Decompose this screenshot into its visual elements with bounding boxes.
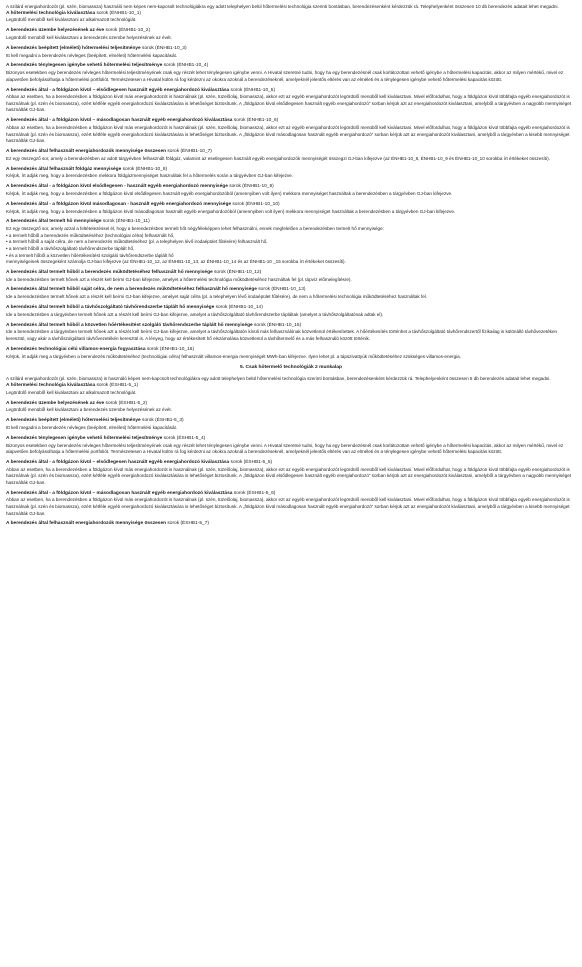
item-enhb-9	[6, 184, 576, 197]
item-code: sorok (ÉSHB1-5_5)	[229, 459, 273, 465]
item-title: A berendezés által termelt hőből a közvetlen hőértékesítést szolgáló távhőrendszerbe táplált hő mennyisége	[6, 322, 253, 328]
item-title: A berendezés által - a földgázon kívül – elsődlegesen használt egyéb energiahordozó kiválasztása	[6, 459, 230, 465]
item-enhb-15	[6, 323, 576, 343]
item-code: sorok (ÉNHB1-10_7)	[166, 149, 212, 155]
item-eshb-1	[6, 383, 576, 396]
item-enhb-2	[6, 28, 576, 41]
item-body: Abban az esetben, ha a berendezésben a földgázon kívül más energiahordozót is használnak (pl. szén, tüzelőolaj, biomassza), akkor ezt az egyéb energiahordozót legördülő menüből kell kiválasztani. Mivel előfordulhat, hogy a földgázon kívül többfajta egyéb energiahordozót is használnak (pl. szén és biomassza), ezért kétféle egyéb energiahordozó kiválasztására is lehetőséget biztosítunk. A „földgázon kívül elsődlegesen használt egyéb energiahordozó” sorban kérjük azt az energiahordozót kiválasztani, amelyből a tárgyévben a nagyobb mennyiséget használták GJ-ban.	[6, 466, 572, 485]
item-code: sorok (ÉSHB1-5_7)	[166, 521, 209, 527]
item-body: Itt kell megadni a berendezés névleges (beépített, elméleti) hőtermelési kapacitását.	[6, 52, 178, 58]
item-title: A berendezés által termelt hő mennyisége	[6, 219, 102, 225]
item-enhb-7	[6, 149, 576, 162]
item-body: Abban az esetben, ha a berendezésben a földgázon kívül más energiahordozót is használnak (pl. szén, tüzelőolaj, biomassza), akkor ezt az egyéb energiahordozót legördülő menüből kell kiválasztani. Mivel előfordulhat, hogy a földgázon kívül többfajta egyéb energiahordozót is használnak (pl. szén és biomassza), ezért kétféle egyéb energiahordozó kiválasztására is lehetőséget biztosítunk. A „földgázon kívül másodlagosan használt egyéb energiahordozó” sorban kérjük azt az energiahordozót kiválasztani, amelyből a tárgyévben a kisebb mennyiséget használták GJ-ban.	[6, 497, 570, 516]
item-body: Ez egy összegző sor, amely azzal a feltételezéssel él, hogy a berendezésben termelt hőt négyféleképpen lehet felhasználni, ennek megfelelően a berendezésben termelt hő mennyisége:	[6, 226, 384, 232]
item-title: A berendezés ténylegesen igénybe vehető hőtermelési teljesítménye	[6, 435, 163, 441]
item-enhb-3	[6, 46, 576, 59]
item-body: Kérjük, írt adják meg, hogy a berendezésben a földgázon kívül másodlagosan használt egyéb energiahordozóból (amennyiben volt ilyen) mekkora mennyiséget használtak a berendezésben a tárgyévben GJ-ban kifejezve.	[6, 208, 456, 214]
item-enhb-16	[6, 347, 576, 360]
item-enhb-11	[6, 219, 576, 265]
item-eshb-6	[6, 491, 576, 518]
item-eshb-5	[6, 460, 576, 487]
item-title: A berendezés ténylegesen igénybe vehető hőtermelési teljesítménye	[6, 63, 163, 69]
item-body: Ide a berendezésben termelt hőnek azt a részét kell beírni GJ-ban kifejezve, amelyet saját célra (pl. a telephelyen lévő irodaépület fűtésére), de nem a hőtermelési technológia működtetéséhez használtak fel.	[6, 294, 428, 300]
item-enhb-4	[6, 63, 576, 83]
item-code: sorok (ÉSHB1-5_6)	[232, 490, 276, 496]
item-eshb-2	[6, 401, 576, 414]
item-body: Bizonyos esetekben egy berendezés névleges hőtermelési teljesítményének csak egy részét lehet ténylegesen igénybe venni. A Hivatal szeretné tudni, hogy ha egy berendezésnél csak korlátozottan vehető igénybe a hőtermelési kapacitás, akkor az milyen mértékű, mivel ez alapvetően befolyásolhatja a hőtermelési portfoliót. Természetesen a Hivatal külön rá fog kérdezni az okokra azoknál a berendezéseknél, amelyeknél jelentős eltérés van az elméleti és a ténylegesen igénybe vehető hőtermelési kapacitás között.	[6, 70, 564, 82]
item-code: sorok (ÉNHB1-10_9)	[227, 184, 274, 190]
item-title: A berendezés üzembe helyezésének az éve	[6, 28, 105, 34]
item-body: Ez egy összegző sor, amely a berendezésben az adott tárgyévben felhasznált földgáz, valamint az esetlegesen használt egyéb energiahordozók mennyiségét összegzi GJ-ban kifejezve (az ÉNHB1-10_8, ÉNHB1-10_9 és ÉNHB1-10_10 sorokba írt értékeket összesíti).	[6, 155, 550, 161]
item-title: A berendezés által felhasznált energiahordozók mennyisége összesen	[6, 149, 167, 155]
item-enhb-13	[6, 287, 576, 300]
item-code: sorok (ÉSHB1-5_1)	[95, 382, 139, 388]
item-title: A berendezés által felhasznált energiahordozók mennyisége összesen	[6, 521, 167, 527]
item-title: A berendezés technológiai célú villamos-energia fogyasztása	[6, 346, 146, 352]
item-body: Abban az esetben, ha a berendezésben a földgázon kívül más energiahordozót is használnak (pl. szén, tüzelőolaj, biomassza), akkor ezt az egyéb energiahordozót legördülő menüből kell kiválasztani. Mivel előfordulhat, hogy a földgázon kívül többfajta egyéb energiahordozót is használnak (pl. szén és biomassza), ezért kétféle egyéb energiahordozó kiválasztására is lehetőséget biztosítunk. A „földgázon kívül elsődlegesen használt egyéb energiahordozó” sorban kérjük azt az energiahordozót kiválasztani, amelyből a tárgyévben a nagyobb mennyiséget használták GJ-ban.	[6, 94, 572, 113]
item-code: sorok (ÉNHB1-10_6)	[232, 118, 279, 124]
item-enhb-6	[6, 118, 576, 145]
item-code: sorok (ÉSHB1-5_4)	[162, 435, 206, 441]
item-title: A berendezés által termelt hőből a berendezés működtetéséhez felhasznált hő mennyisége	[6, 269, 213, 275]
list-item: • a termelt hőből a saját célra, de nem a berendezés működtetéséhez (pl. a telephelyen lévő irodaépület fűtésére) felhasznált hő,	[6, 239, 268, 245]
item-code: sorok (ÉNHB1-10_4)	[162, 63, 209, 69]
item-title: A berendezés által - a földgázon kívül – másodlagosan használt egyéb energiahordozó kiválasztása	[6, 490, 233, 496]
item-body: Ide a berendezésben a tárgyévben termelt hőnek azt a részét kell beírni GJ-ban kifejezve, amelyet a távhőszolgáltatón kívüli más felhasználónak közvetlenül értékesítettek. A hőértékesítés történhet a távhőszolgáltató távhőrendszertől fizikailag is különálló távhővezetéken keresztül, vagy akár a távhőszolgáltató távhővezetékén keresztül is. A lényeg, hogy az értékesített hő elszámolása közvetlenül a távhőtermelő és a más felhasználó között történik.	[6, 329, 558, 342]
item-title: A berendezés beépített (elméleti) hőtermelési teljesítménye	[6, 418, 141, 424]
item-eshb-7	[6, 521, 576, 528]
item-title: A berendezés által felhasznált földgáz mennyisége	[6, 166, 122, 172]
list-item: mennyiségeinek összegeként számolja GJ-ban kifejezve (az ÉNHB1-10_12, az ÉNHB1-10_13, az ÉNHB1-10_14 és az ÉNHB1-10 _15 sorokba írt értékeket összesíti).	[6, 259, 346, 265]
item-enhb-1	[6, 11, 576, 24]
item-body: Itt kell megadni a berendezés névleges (beépített, elméleti) hőtermelési kapacitását.	[6, 424, 178, 430]
item-code: sorok (ÉNHB1-10_14)	[214, 305, 263, 311]
item-code: sorok (ÉNHB1-10_15)	[252, 322, 302, 328]
heat-use-list	[6, 233, 576, 266]
item-code: sorok (ÉNHB1-10_10)	[231, 201, 280, 207]
list-item: • a termelt hőből a berendezés működtetéséhez (technológiai célra) felhasznált hő,	[6, 232, 175, 238]
section-2-items	[6, 270, 576, 360]
item-title: A berendezés által termelt hőből a távhőszolgáltató távhőrendszerbe táplált hő mennyisége	[6, 305, 215, 311]
item-eshb-4	[6, 436, 576, 456]
item-code: sorok (ÉNHB1-10_3)	[140, 45, 187, 51]
item-title: A berendezés által - a földgázon kívül – másodlagosan használt egyéb energiahordozó kiválasztása	[6, 118, 233, 124]
item-code: sorok (ÉSHB1-5_3)	[140, 418, 184, 424]
item-title: A berendezés üzembe helyezésének az éve	[6, 400, 105, 406]
item-body: Kérjük, írt adják meg, hogy a berendezésben mekkora földgázmennyiséget használtak fel a hőtermelés során a tárgyévben GJ-ban kifejezve.	[6, 173, 294, 179]
item-enhb-10	[6, 202, 576, 215]
item-body: Legördülő menüből kell kiválasztani a berendezés üzembe helyezésének az évét.	[6, 407, 172, 413]
item-body: Kérjük, írt adják meg a tárgyévben a berendezés működtetéséhez (technológiai célra) felhasznált villamos-energia mennyiségét MWh-ban kifejezve. Ilyen lehet pl. a tápszivattyúk működtetéséhez szükséges villamos-energia.	[6, 353, 462, 359]
item-code: sorok (ÉNHB1-10_13)	[256, 287, 306, 293]
item-body: Legördülő menüből kell kiválasztani az alkalmazott technológiát.	[6, 389, 137, 395]
item-body: Bizonyos esetekben egy berendezés névleges hőtermelési teljesítményének csak egy részét lehet ténylegesen igénybe venni. A Hivatal szeretné tudni, hogy ha egy berendezésnél csak korlátozottan vehető igénybe a hőtermelési kapacitás, akkor az milyen mértékű, mivel ez alapvetően befolyásolhatja a hőtermelési portfoliót. Természetesen a Hivatal külön rá fog kérdezni az okokra azoknál a berendezéseknél, amelyeknél jelentős eltérés van az elméleti és a ténylegesen igénybe vehető hőtermelési kapacitás között.	[6, 442, 564, 455]
item-body: Legördülő menüből kell kiválasztani a berendezés üzembe helyezésének az évét.	[6, 34, 172, 40]
item-body: Ide a berendezésben termelt hőnek azt a részét kell beírni GJ-ban kifejezve, amelyet a hőtermelési technológia működtetéséhez használtak fel (pl. tápvíz előmelegítésre).	[6, 276, 352, 282]
item-title: A berendezés beépített (elméleti) hőtermelési teljesítménye	[6, 45, 141, 51]
item-code: sorok (ÉNHB1-10_2)	[104, 28, 151, 34]
section-1-items	[6, 11, 576, 266]
list-item: • a termelt hőből a távhőszolgáltató távhőrendszerbe táplált hő,	[6, 245, 135, 251]
item-enhb-12	[6, 270, 576, 283]
section-3-items	[6, 383, 576, 528]
item-code: sorok (ÉSHB1-5_2)	[104, 400, 148, 406]
intro-paragraph: A szilárd energiahordozót (pl. szén, biomassza) használó nem képes nem-kapcsolt technológiákra egy adott telephelyen belül hőtermelési technológia szerinti bontásban, berendezésenként kérdezzük rá. Telephelyenként összesen 10 db berendezés adatait lehet megadni.	[6, 4, 559, 9]
item-enhb-5	[6, 88, 576, 115]
item-body: Abban az esetben, ha a berendezésben a földgázon kívül más energiahordozót is használnak (pl. szén, tüzelőolaj, biomassza), akkor ezt az egyéb energiahordozót legördülő menüből kell kiválasztani. Mivel előfordulhat, hogy a földgázon kívül többfajta egyéb energiahordozót is használnak (pl. szén és biomassza), ezért kétféle egyéb energiahordozó kiválasztására is lehetőséget biztosítunk. A „földgázon kívül másodlagosan használt egyéb energiahordozó” sorban kérjük azt az energiahordozót kiválasztani, amelyből a tárgyévben a kisebb mennyiséget használták GJ-ban.	[6, 125, 570, 144]
item-enhb-8	[6, 167, 576, 180]
item-title: A hőtermelési technológia kiválasztása	[6, 382, 96, 388]
item-code: sorok (ÉNHB1-10_12)	[212, 269, 262, 275]
item-enhb-14	[6, 305, 576, 318]
item-code: sorok (ÉNHB1-10_5)	[229, 87, 276, 93]
item-body: Ide a berendezésben a tárgyévben termelt hőnek azt a részét kell beírni GJ-ban kifejezve, amelyet a távhőszolgáltató távhőrendszerbe tápláltak (amelyet a távhőszolgáltatónak adtak el).	[6, 311, 384, 317]
item-eshb-3	[6, 418, 576, 431]
item-title: A hőtermelési technológia kiválasztása	[6, 10, 96, 16]
item-code: sorok (ÉNHB1-10_8)	[121, 166, 168, 172]
section-heading: 5. Csak hőtermelő technológiák 2 munkalap	[240, 365, 342, 371]
item-code: sorok (ÉNHB1-10_1)	[95, 10, 141, 16]
item-body: Kérjük, írt adják meg, hogy a berendezésben a földgázon kívül elsődlegesen használt egyéb energiahordozóból (amennyiben volt ilyen) mekkora mennyiséget használtak a berendezésben a tárgyévben GJ-ban kifejezve.	[6, 190, 453, 196]
list-item: • és a termelt hőből a közvetlen hőértékesítést szolgáló távhőrendszerbe táplált hő	[6, 252, 174, 258]
item-title: A berendezés által - a földgázon kívül elsődlegesen - használt egyéb energiahordozó mennyisége	[6, 184, 228, 190]
item-code: sorok (ÉNHB1-10_16)	[145, 346, 195, 352]
item-title: A berendezés által termelt hőből saját célra, de nem a berendezés működtetéséhez felhasznált hő mennyisége	[6, 287, 257, 293]
item-title: A berendezés által - a földgázon kívül – elsődlegesen használt egyéb energiahordozó kiválasztása	[6, 87, 230, 93]
item-body: Legördülő menüből kell kiválasztani az alkalmazott technológiát.	[6, 17, 137, 23]
intro-paragraph-2: A szilárd energiahordozót (pl. szén, biomassza) is használó képes nem-kapcsolt technológiákra egy adott telephelyen belül hőtermelési technológia szerinti bontásban, berendezésenként kérdezzük rá. Telephelyenként összesen 5 db berendezés adatait lehet megadni.	[6, 376, 551, 382]
item-code: sorok (ÉNHB1-10_11)	[101, 219, 150, 225]
item-title: A berendezés által - a földgázon kívül másodlagosan - használt egyéb energiahordozó mennyisége	[6, 201, 232, 207]
